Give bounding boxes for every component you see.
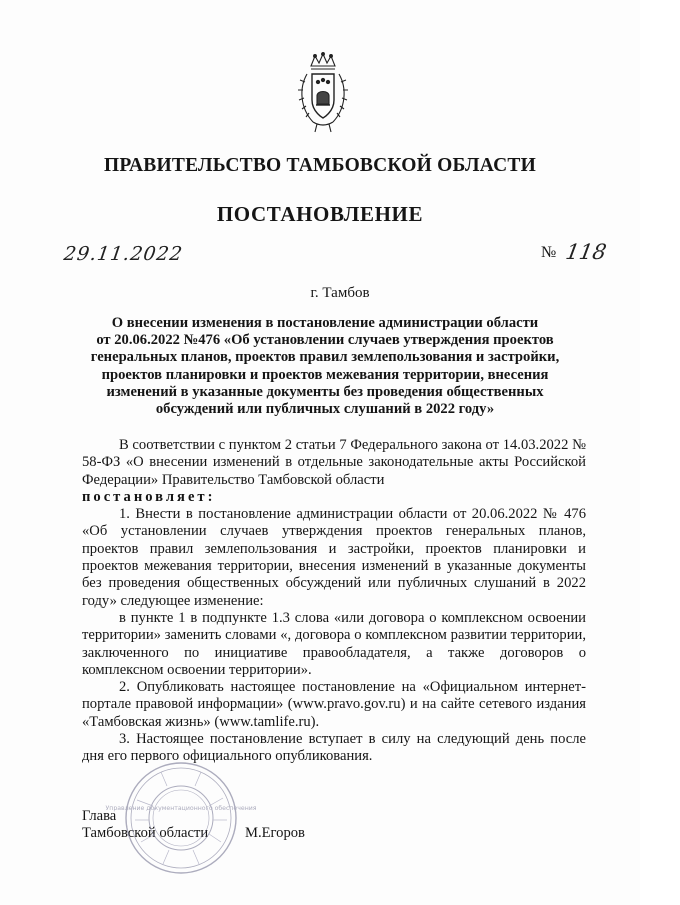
- handwritten-date: 29.11.2022: [62, 243, 185, 265]
- title-line: изменений в указанные документы без проведения общественных: [106, 383, 544, 400]
- title-line: обсуждений или публичных слушаний в 2022 году»: [155, 401, 495, 418]
- city-line: г. Тамбов: [310, 285, 370, 301]
- title-line: О внесении изменения в постановление администрации области: [111, 315, 539, 331]
- title-line: от 20.06.2022 №476 «Об установлении случаев утверждения проектов: [96, 332, 554, 349]
- document-body: [82, 437, 586, 766]
- handwritten-number: 118: [563, 240, 609, 264]
- item-1-change-paragraph: в пункте 1 в подпункте 1.3 слова «или договора о комплексном освоении территории» заменить словами «, договора о комплексном развитии территории, заключенного по инициативе правообладателя, а также договоров о комплексном освоении территории».: [82, 609, 586, 678]
- signature-position-line: Тамбовской области: [82, 825, 209, 841]
- signatory-name: М.Егоров: [245, 825, 305, 841]
- title-line: проектов планировки и проектов межевания территории, внесения: [101, 366, 549, 383]
- stamp-center-text: Управление документационного обеспечения: [105, 805, 257, 812]
- document-title: [80, 315, 570, 418]
- number-label: №: [541, 244, 557, 261]
- title-line: генеральных планов, проектов правил землепользования и застройки,: [90, 349, 560, 366]
- preamble-paragraph: В соответствии с пунктом 2 статьи 7 Федерального закона от 14.03.2022 № 58-ФЗ «О внесении изменений в отдельные законодательные акты Российской Федерации» Правительство Тамбовской области: [82, 437, 586, 488]
- signature-position-line: Глава: [82, 808, 117, 824]
- item-3-paragraph: 3. Настоящее постановление вступает в силу на следующий день после дня его первого официального опубликования.: [82, 731, 586, 765]
- document-type-heading: ПОСТАНОВЛЕНИЕ: [216, 202, 424, 226]
- item-1-paragraph: 1. Внести в постановление администрации области от 20.06.2022 № 476 «Об установлении случаев утверждения проектов генеральных планов, проектов правил землепользования и застройки, проектов планировки и проектов межевания территории, внесения изменений в указанные документы без проведения общественных обсуждений или публичных слушаний в 2022 году» следующее изменение:: [82, 506, 586, 609]
- official-stamp-icon: [105, 760, 257, 876]
- coat-of-arms-icon: [297, 52, 349, 134]
- resolves-word: постановляет:: [82, 488, 216, 505]
- item-2-paragraph: 2. Опубликовать настоящее постановление на «Официальном интернет-портале правовой информации» (www.pravo.gov.ru) и на сайте сетевого издания «Тамбовская жизнь» (www.tamlife.ru).: [82, 679, 586, 730]
- government-heading: ПРАВИТЕЛЬСТВО ТАМБОВСКОЙ ОБЛАСТИ: [104, 155, 536, 176]
